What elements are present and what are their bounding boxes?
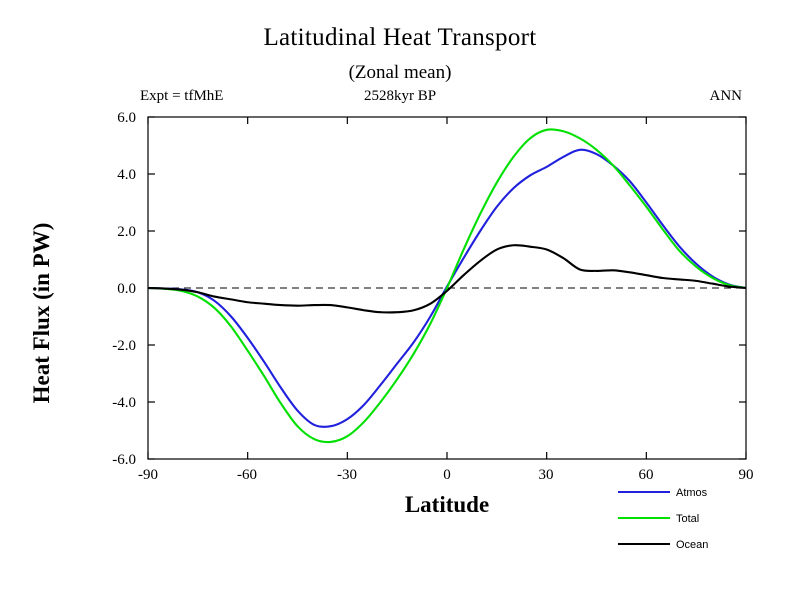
x-tick-label: -30 bbox=[337, 467, 357, 483]
data-series-group bbox=[148, 129, 746, 442]
series-line-total bbox=[148, 129, 746, 442]
x-tick-label: 30 bbox=[538, 467, 554, 483]
x-axis-label: Latitude bbox=[404, 492, 490, 517]
season-label: ANN bbox=[709, 88, 742, 104]
period-label: 2528kyr BP bbox=[363, 88, 437, 104]
legend-label-ocean: Ocean bbox=[676, 539, 709, 551]
legend-label-atmos: Atmos bbox=[676, 487, 708, 499]
x-tick-label: -60 bbox=[237, 467, 257, 483]
y-tick-label: 2.0 bbox=[117, 224, 136, 240]
y-tick-label: -2.0 bbox=[112, 338, 136, 354]
x-tick-label: -90 bbox=[138, 467, 158, 483]
x-tick-label: 0 bbox=[443, 467, 451, 483]
y-tick-label: 0.0 bbox=[117, 281, 136, 297]
series-line-ocean bbox=[148, 245, 746, 312]
chart-subtitle: (Zonal mean) bbox=[348, 62, 452, 83]
x-tick-label: 90 bbox=[738, 467, 754, 483]
y-tick-label: -4.0 bbox=[112, 395, 136, 411]
y-axis-label: Heat Flux (in PW) bbox=[29, 222, 54, 404]
x-tick-label: 60 bbox=[638, 467, 654, 483]
page-title: Latitudinal Heat Transport bbox=[263, 24, 537, 51]
y-tick-label: 6.0 bbox=[117, 110, 136, 126]
legend-label-total: Total bbox=[676, 513, 700, 525]
y-tick-label: 4.0 bbox=[117, 167, 136, 183]
y-tick-label: -6.0 bbox=[112, 452, 136, 468]
experiment-label: Expt = tfMhE bbox=[140, 88, 224, 104]
